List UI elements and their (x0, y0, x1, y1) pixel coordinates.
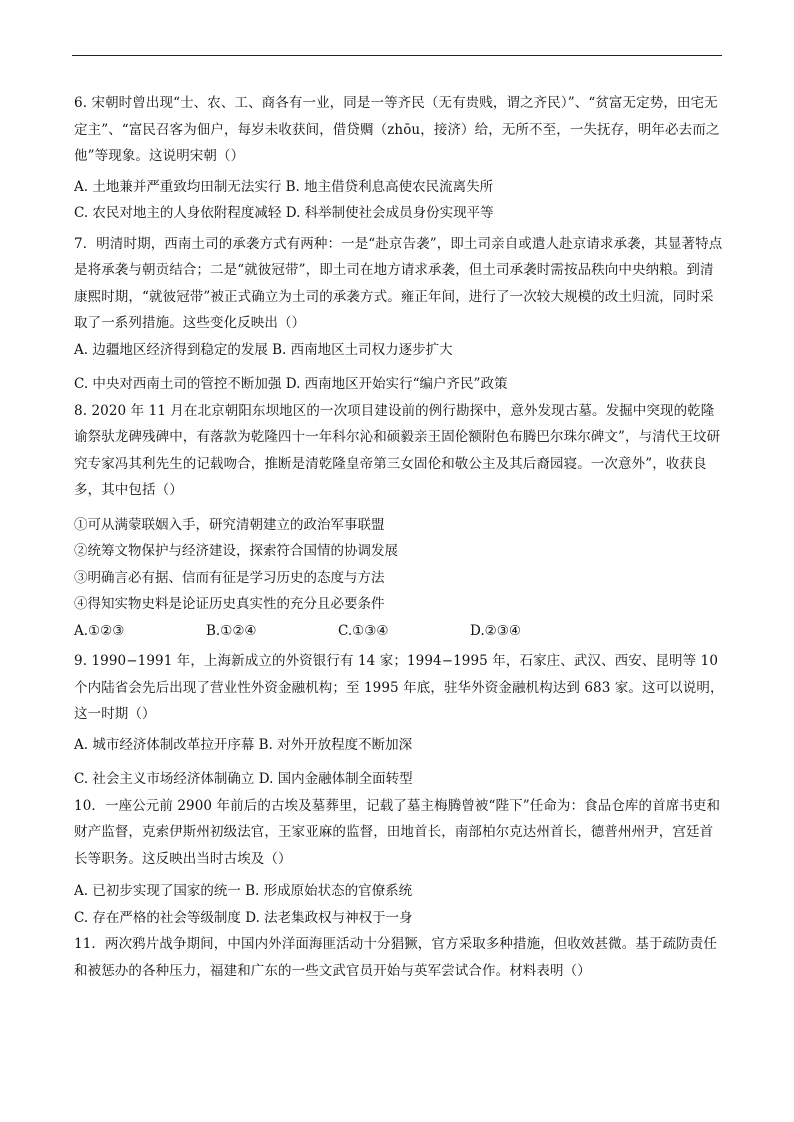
question-6-options-ab: A. 土地兼并严重致均田制无法实行 B. 地主借贷利息高使农民流离失所 (74, 178, 494, 195)
question-8-statement-2: ②统筹文物保护与经济建设，探索符合国情的协调发展 (74, 543, 398, 559)
question-9-options-ab: A. 城市经济体制改革拉开序幕 B. 对外开放程度不断加深 (74, 736, 413, 753)
question-6-options-cd: C. 农民对地主的人身依附程度减轻 D. 科举制使社会成员身份实现平等 (74, 205, 494, 221)
question-6-stem: 6. 宋朝时曾出现“士、农、工、商各有一业，同是一等齐民（无有贵贱，谓之齐民）”、“贫富无定势，田宅无定主”、“富民召客为佃户，每岁未收获间，借贷赒（zhōu，接济）给，无所不至，一失抚存，明年必去而之他”等现象。这说明宋朝（） (74, 95, 720, 164)
question-9-options-cd: C. 社会主义市场经济体制确立 D. 国内金融体制全面转型 (74, 771, 413, 787)
question-8-option-a: A.①②③ (74, 622, 125, 639)
question-8-option-d: D.②③④ (470, 622, 521, 639)
question-10-options-ab: A. 已初步实现了国家的统一 B. 形成原始状态的官僚系统 (74, 883, 413, 899)
question-8-statement-3: ③明确言必有据、信而有征是学习历史的态度与方法 (74, 569, 385, 586)
question-8-statement-4: ④得知实物史料是论证历史真实性的充分且必要条件 (74, 596, 385, 612)
exam-page-content (74, 90, 724, 984)
question-8-stem: 8. 2020 年 11 月在北京朝阳东坝地区的一次项目建设前的例行勘探中，意外发现古墓。发掘中突现的乾隆谕祭驮龙碑残碑中，有落款为乾隆四十一年科尔沁和硕毅亲王固伦额附色布腾巴尔珠尔碑文”，与清代王坟研究专家冯其利先生的记载吻合，推断是清乾隆皇帝第三女固伦和敬公主及其后裔园寝。一次意外”，收获良多，其中包括（） (74, 402, 721, 498)
question-8-options (74, 618, 724, 645)
question-11-stem: 11．两次鸦片战争期间，中国内外洋面海匪活动十分猖獗，官方采取多种措施，但收效甚微。基于疏防责任和被惩办的各种压力，福建和广东的一些文武官员开始与英军尝试合作。材料表明（） (74, 936, 717, 979)
question-8-statement-1: ①可从满蒙联姻入手，研究清朝建立的政治军事联盟 (74, 516, 385, 533)
question-7-options-cd: C. 中央对西南土司的管控不断加强 D. 西南地区开始实行“编户齐民”政策 (74, 376, 508, 392)
question-8-option-b: B.①②④ (206, 622, 257, 639)
question-7-options-ab: A. 边疆地区经济得到稳定的发展 B. 西南地区土司权力逐步扩大 (74, 341, 453, 358)
header-rule (72, 55, 722, 56)
question-10-stem: 10．一座公元前 2900 年前后的古埃及墓葬里，记载了墓主梅腾曾被“陛下”任命为：食品仓库的首席书吏和财产监督，克索伊斯州初级法官，王家亚麻的监督，田地首长，南部柏尔克达州首长，德普州州尹，宫廷首长等职务。这反映出当时古埃及（） (74, 797, 721, 867)
question-8-option-c: C.①③④ (338, 622, 389, 639)
question-9-stem: 9. 1990−1991 年，上海新成立的外资银行有 14 家；1994−1995 年，石家庄、武汉、西安、昆明等 10 个内陆省会先后出现了营业性外资金融机构；至 1995 年底，驻华外资金融机构达到 683 家。这可以说明，这一时期（） (74, 653, 724, 722)
question-10-options-cd: C. 存在严格的社会等级制度 D. 法老集政权与神权于一身 (74, 909, 413, 926)
question-7-stem: 7．明清时期，西南土司的承袭方式有两种：一是“赴京告袭”，即土司亲自或遣人赴京请求承袭，其显著特点是将承袭与朝贡结合；二是“就彼冠带”，即土司在地方请求承袭，但土司承袭时需按品秩向中央纳粮。到清康熙时期，“就彼冠带”被正式确立为土司的承袭方式。雍正年间，进行了一次较大规模的改土归流，同时采取了一系列措施。这些变化反映出（） (74, 235, 723, 331)
